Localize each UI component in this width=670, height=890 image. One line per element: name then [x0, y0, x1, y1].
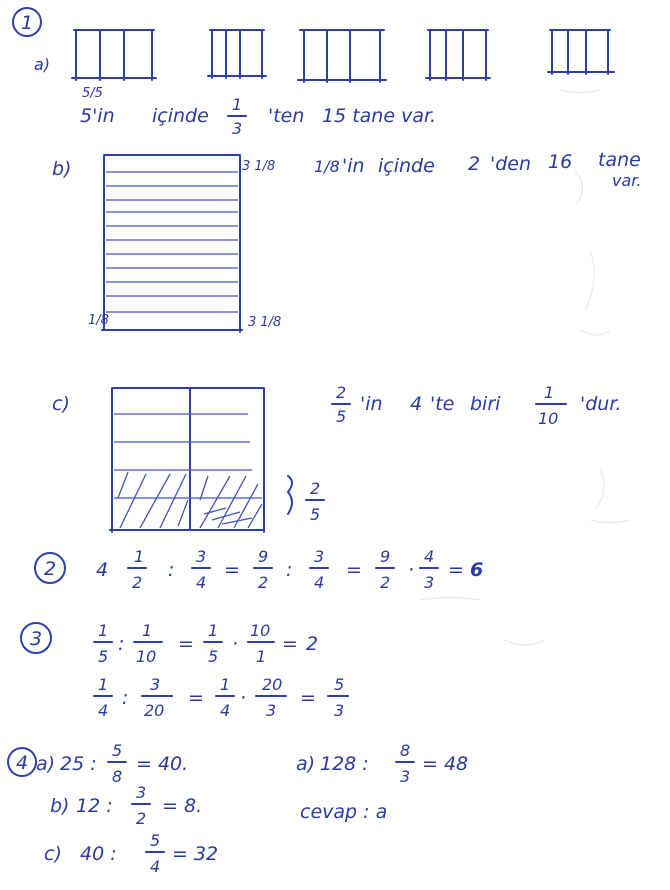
q3l2-eq2: = — [300, 687, 316, 709]
q3l1-fraction-1 — [94, 621, 112, 666]
q4c-rhs: = 32 — [172, 843, 219, 865]
q2-fraction-4 — [376, 547, 394, 592]
q3l1-fraction-2 — [134, 621, 162, 666]
q3l1-result: 2 — [306, 633, 319, 655]
q3l1-fraction-4 — [248, 621, 274, 666]
q2-op1: : — [168, 559, 175, 581]
q1b-text-frac: 1/8 — [314, 157, 340, 176]
question-3-number: 3 — [30, 628, 43, 650]
q4d-fraction — [396, 741, 414, 786]
q4a-lhs: 25 : — [60, 753, 97, 775]
q1a-text-icinde: içinde — [152, 105, 209, 127]
q1b-side-bottom-left: 1/8 — [88, 313, 109, 328]
q1b-text-16: 16 — [548, 151, 573, 173]
svg-text:10: 10 — [136, 647, 157, 666]
svg-text:4: 4 — [196, 573, 207, 592]
q4c-lhs: 40 : — [80, 843, 117, 865]
svg-text:1: 1 — [256, 647, 267, 666]
svg-text:2: 2 — [310, 479, 321, 498]
svg-text:9: 9 — [258, 547, 269, 566]
q1c-text-biri: biri — [470, 393, 501, 415]
svg-text:2: 2 — [132, 573, 143, 592]
q3l1-eq2: = — [282, 633, 298, 655]
q2-eq3: = — [448, 559, 464, 581]
svg-text:2: 2 — [136, 809, 147, 828]
q3l1-op1: : — [118, 633, 125, 655]
q1c-grid-model — [110, 388, 264, 532]
q1b-side-bottom-right: 3 1/8 — [248, 315, 282, 330]
q4-answer: cevap : a — [300, 801, 388, 823]
svg-text:5: 5 — [208, 647, 219, 666]
q1b-label: b) — [52, 158, 72, 180]
svg-text:1: 1 — [544, 383, 555, 402]
q1c-label: c) — [52, 393, 70, 415]
svg-text:2: 2 — [336, 383, 347, 402]
svg-text:5: 5 — [150, 831, 161, 850]
q1a-bar-models — [72, 30, 614, 82]
svg-text:1: 1 — [232, 95, 243, 114]
q1a-text-5in: 5'in — [80, 105, 115, 127]
q2-op2: : — [286, 559, 293, 581]
question-4 — [8, 741, 468, 876]
q3l2-op1: : — [122, 687, 129, 709]
q3-line1 — [94, 621, 318, 666]
question-2-number: 2 — [44, 558, 57, 580]
svg-text:5: 5 — [310, 505, 321, 524]
question-2 — [35, 547, 483, 592]
q1c-fraction-2 — [536, 383, 566, 428]
q3l2-fraction-2 — [142, 675, 172, 720]
q4b-lhs: 12 : — [76, 795, 113, 817]
q3-line2 — [94, 675, 348, 720]
svg-text:10: 10 — [538, 409, 559, 428]
q4d-label: a) — [296, 753, 316, 775]
svg-text:20: 20 — [262, 675, 283, 694]
svg-text:3: 3 — [424, 573, 435, 592]
svg-text:3: 3 — [150, 675, 161, 694]
q4b-label: b) — [50, 795, 70, 817]
svg-text:3: 3 — [400, 767, 411, 786]
q2-fraction-1 — [192, 547, 210, 592]
q2-whole: 4 — [96, 559, 109, 581]
q4c-label: c) — [44, 843, 62, 865]
question-1-number: 1 — [21, 12, 34, 34]
svg-text:10: 10 — [250, 621, 271, 640]
q1b-text-in: 'in — [342, 155, 365, 177]
q2-result: 6 — [470, 559, 484, 581]
q1c-fraction-1 — [332, 383, 350, 426]
svg-text:3: 3 — [334, 701, 345, 720]
svg-text:2: 2 — [380, 573, 391, 592]
question-4-number: 4 — [16, 752, 29, 774]
q4a-fraction — [108, 741, 126, 786]
svg-text:5: 5 — [336, 407, 347, 426]
svg-text:1: 1 — [134, 547, 145, 566]
svg-text:3: 3 — [136, 783, 147, 802]
q1c-bracket — [288, 476, 324, 524]
question-3 — [21, 621, 348, 720]
q1c-text-te: 'te — [430, 393, 455, 415]
svg-text:9: 9 — [380, 547, 391, 566]
q1b-text-den: 'den — [490, 153, 532, 175]
q1b-text-2: 2 — [468, 153, 481, 175]
q1c-text-dur: 'dur. — [580, 393, 622, 415]
svg-text:3: 3 — [232, 119, 243, 138]
q3l2-fraction-1 — [94, 675, 112, 720]
svg-text:1: 1 — [98, 675, 109, 694]
q2-op3: · — [408, 559, 415, 581]
q2-eq2: = — [346, 559, 362, 581]
q4b-fraction — [132, 783, 150, 828]
q3l2-op2: · — [240, 687, 247, 709]
q1c-text-in: 'in — [360, 393, 383, 415]
svg-text:4: 4 — [220, 701, 231, 720]
svg-text:1: 1 — [220, 675, 231, 694]
q1b-text-var: var. — [612, 171, 642, 190]
svg-text:1: 1 — [142, 621, 153, 640]
q1b-side-top: 3 1/8 — [242, 159, 276, 174]
svg-text:5: 5 — [112, 741, 123, 760]
q3l2-result-fraction — [328, 675, 348, 720]
q2-fraction-5 — [420, 547, 438, 592]
q2-fraction-3 — [310, 547, 328, 592]
svg-text:4: 4 — [150, 857, 161, 876]
q3l2-fraction-4 — [256, 675, 286, 720]
svg-text:8: 8 — [112, 767, 123, 786]
q4d-lhs: 128 : — [320, 753, 369, 775]
q3l1-fraction-3 — [204, 621, 222, 666]
svg-text:5: 5 — [334, 675, 345, 694]
svg-text:20: 20 — [144, 701, 165, 720]
svg-text:8: 8 — [400, 741, 411, 760]
q4c-fraction — [146, 831, 164, 876]
q4a-label: a) — [36, 753, 56, 775]
q1b-text-icinde: içinde — [378, 155, 435, 177]
q3l1-eq1: = — [178, 633, 194, 655]
q2-fraction-2 — [254, 547, 272, 592]
q1a-under-fraction: 5/5 — [82, 86, 103, 101]
svg-text:1: 1 — [98, 621, 109, 640]
svg-text:3: 3 — [266, 701, 277, 720]
svg-text:4: 4 — [314, 573, 325, 592]
q3l2-fraction-3 — [216, 675, 234, 720]
q4b-rhs: = 8. — [162, 795, 203, 817]
q1b-strip-model — [102, 155, 242, 332]
q1a-text-ten: 'ten — [268, 105, 305, 127]
q4d-rhs: = 48 — [422, 753, 469, 775]
q3l2-eq1: = — [188, 687, 204, 709]
q1b-text-tane: tane — [598, 149, 641, 171]
q1a-label: a) — [34, 55, 51, 74]
q1a-text-15tane: 15 tane var. — [322, 105, 437, 127]
q1a-fraction — [228, 95, 246, 138]
question-1 — [13, 8, 641, 532]
q1c-text-4: 4 — [410, 393, 423, 415]
q4a-rhs: = 40. — [136, 753, 189, 775]
q2-mixed-fraction — [128, 547, 146, 592]
svg-text:4: 4 — [424, 547, 435, 566]
svg-text:4: 4 — [98, 701, 109, 720]
svg-text:2: 2 — [258, 573, 269, 592]
svg-text:5: 5 — [98, 647, 109, 666]
svg-text:3: 3 — [314, 547, 325, 566]
q3l1-op2: · — [232, 633, 239, 655]
q2-eq1: = — [224, 559, 240, 581]
svg-text:1: 1 — [208, 621, 219, 640]
svg-text:3: 3 — [196, 547, 207, 566]
